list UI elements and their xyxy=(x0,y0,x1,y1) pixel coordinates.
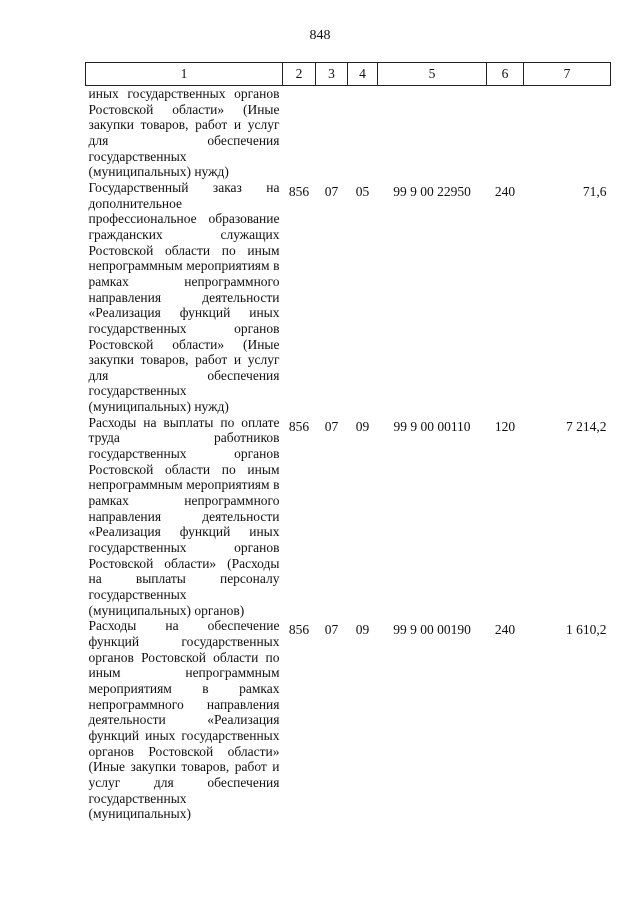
row-code-section: 07 xyxy=(324,622,339,638)
row-amount xyxy=(524,86,611,180)
table-row xyxy=(86,86,611,180)
header-col-2: 2 xyxy=(283,63,316,86)
header-col-4: 4 xyxy=(348,63,378,86)
row-code-target: 99 9 00 00110 xyxy=(393,418,471,434)
row-code-target xyxy=(378,86,487,180)
row-code-ministry: 856 xyxy=(288,622,310,638)
row-code-subsection: 09 xyxy=(355,622,370,638)
budget-table xyxy=(85,62,611,822)
header-col-6: 6 xyxy=(487,63,524,86)
row-code-expense: 120 xyxy=(494,418,516,434)
table-header xyxy=(86,63,611,86)
row-description: Расходы на обеспечение функций государственных органов Ростовской области по иным непрограммным мероприятиям в рамках непрограммного направлeния деятельности «Реализация функций иных государственных органов Ростовской области» (Иные закупки товаров, работ и услуг для обеспечения государственных (муниципальных) xyxy=(88,618,280,822)
row-description: иных государственных органов Ростовской области» (Иные закупки товаров, работ и услуг для обеспечения государственных (муниципальных) нужд) xyxy=(88,86,280,180)
row-code-expense: 240 xyxy=(494,622,516,638)
row-code-target: 99 9 00 22950 xyxy=(393,183,471,199)
header-col-5: 5 xyxy=(378,63,487,86)
row-code-target: 99 9 00 00190 xyxy=(393,622,471,638)
row-code-expense xyxy=(487,86,524,180)
row-code-ministry: 856 xyxy=(288,418,310,434)
row-code-expense: 240 xyxy=(494,183,516,199)
table-row xyxy=(86,618,611,822)
header-col-3: 3 xyxy=(316,63,348,86)
header-col-1: 1 xyxy=(86,63,283,86)
row-amount: 1 610,2 xyxy=(566,622,607,638)
row-code-subsection xyxy=(348,86,378,180)
row-code-ministry: 856 xyxy=(288,183,310,199)
row-code-section: 07 xyxy=(324,418,339,434)
row-description: Расходы на выплаты по оплате труда работников государственных органов Ростовской области по иным непрограммным мероприятиям в рамках непрограммного направления деятельности «Реализация функций иных государственных органов Ростовской области» (Расходы на выплаты персоналу государственных (муниципальных) органов) xyxy=(88,414,280,618)
row-description: Государственный заказ на дополнительное профессиональное образование гражданских служащих Ростовской области по иным непрограммным мероприятиям в рамках непрограммного направления деятельности «Реализация функций иных государственных органов Ростовской области» (Иные закупки товаров, работ и услуг для обеспечения государственных (муниципальных) нужд) xyxy=(88,179,280,415)
row-amount: 71,6 xyxy=(582,183,607,199)
page-number: 848 xyxy=(309,28,331,43)
row-amount: 7 214,2 xyxy=(566,418,607,434)
table-row xyxy=(86,415,611,619)
row-code-subsection: 09 xyxy=(355,418,370,434)
header-col-7: 7 xyxy=(524,63,611,86)
row-code-ministry xyxy=(283,86,316,180)
row-code-subsection: 05 xyxy=(355,183,370,199)
row-code-section: 07 xyxy=(324,183,339,199)
table-row xyxy=(86,180,611,415)
row-code-section xyxy=(316,86,348,180)
